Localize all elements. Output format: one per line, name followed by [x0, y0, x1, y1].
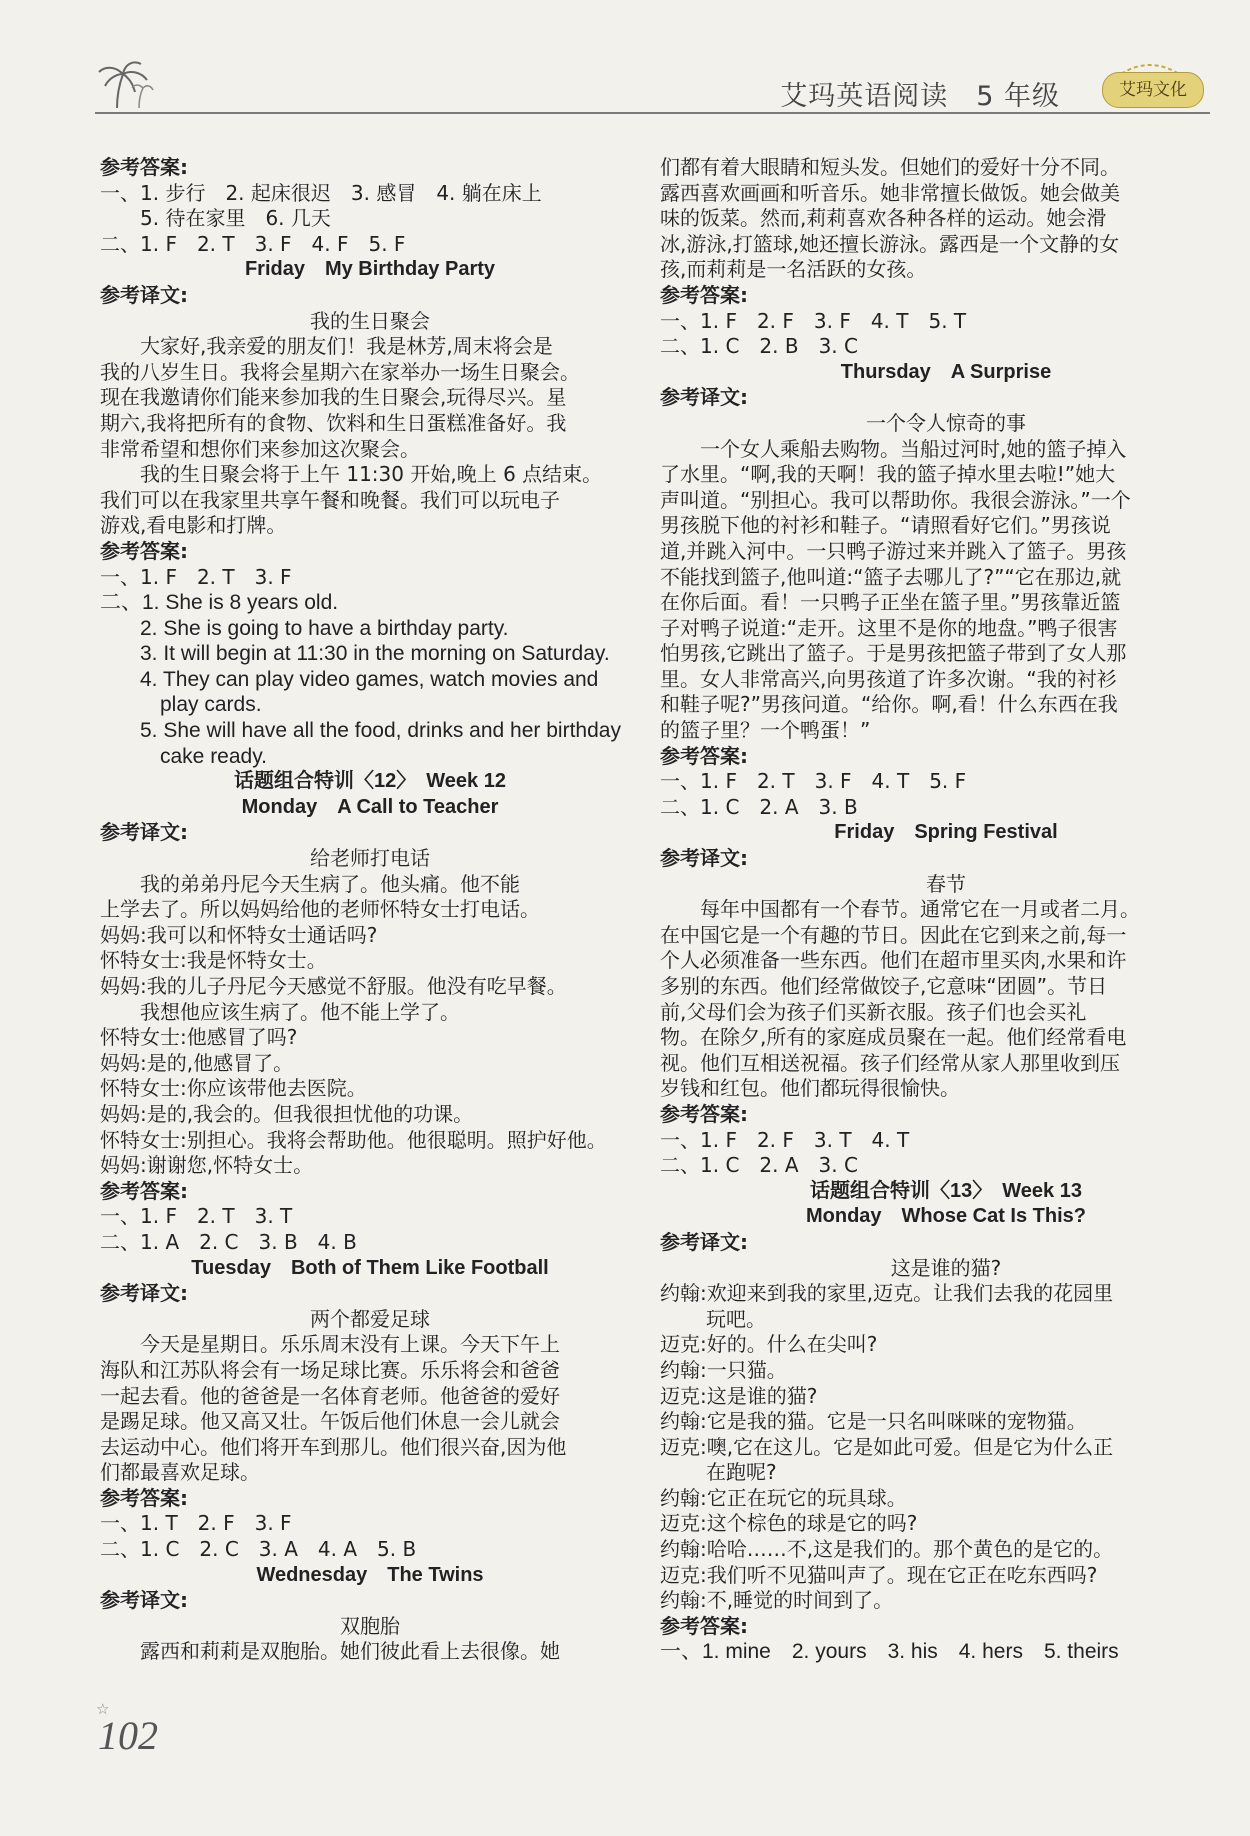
left-line: 参考答案:: [100, 1485, 188, 1510]
left-line: 5. She will have all the food, drinks and her birthday: [140, 719, 621, 743]
right-line: 迈克:这个棕色的球是它的吗?: [660, 1511, 918, 1536]
right-line: 视。他们互相送祝福。孩子们经常从家人那里收到压: [660, 1050, 1120, 1075]
left-line: 我的八岁生日。我将会星期六在家举办一场生日聚会。: [100, 359, 580, 384]
right-line: 约翰:不,睡觉的时间到了。: [660, 1588, 894, 1613]
publisher-logo: [1090, 54, 1210, 114]
left-line: 期六,我将把所有的食物、饮料和生日蛋糕准备好。我: [100, 410, 567, 435]
right-line: 不能找到篮子,他叫道:“篮子去哪儿了?”“它在那边,就: [660, 564, 1122, 589]
right-line: 在你后面。看！一只鸭子正坐在篮子里。”男孩靠近篮: [660, 590, 1121, 615]
left-line: 去运动中心。他们将开车到那儿。他们很兴奋,因为他: [100, 1434, 567, 1459]
right-line: 这是谁的猫?: [890, 1255, 1002, 1280]
left-line: 我的弟弟丹尼今天生病了。他头痛。他不能: [100, 871, 520, 896]
right-line: 冰,游泳,打篮球,她还擅长游泳。露西是一个文静的女: [660, 231, 1120, 256]
right-line: 约翰:它正在玩它的玩具球。: [660, 1485, 907, 1510]
left-line: Tuesday Both of Them Like Football: [191, 1256, 549, 1279]
right-line: 迈克:我们听不见猫叫声了。现在它正在吃东西吗?: [660, 1562, 1098, 1587]
left-line: 二、1. A 2. C 3. B 4. B: [100, 1229, 357, 1254]
left-line: 妈妈:我可以和怀特女士通话吗?: [100, 922, 378, 947]
right-line: 参考译文:: [660, 385, 748, 410]
right-line: 二、1. C 2. A 3. C: [660, 1153, 858, 1178]
right-line: 在中国它是一个有趣的节日。因此在它到来之前,每一: [660, 922, 1127, 947]
left-line: 参考译文:: [100, 820, 188, 845]
right-line: 一、1. F 2. T 3. F 4. T 5. F: [660, 769, 967, 794]
left-line: 4. They can play video games, watch movies and: [140, 667, 599, 691]
right-line: 参考答案:: [660, 1613, 748, 1638]
right-line: 一、1. mine 2. yours 3. his 4. hers 5. theirs: [660, 1640, 1119, 1664]
left-line: Friday My Birthday Party: [244, 258, 496, 281]
left-column: [100, 155, 640, 1665]
left-line: 参考译文:: [100, 1588, 188, 1613]
left-line: play cards.: [160, 693, 262, 717]
left-line: 参考译文:: [100, 1281, 188, 1306]
right-line: 味的饭菜。然而,莉莉喜欢各种各样的运动。她会滑: [660, 206, 1107, 231]
left-line: 现在我邀请你们能来参加我的生日聚会,玩得尽兴。星: [100, 385, 567, 410]
left-line: 我们可以在我家里共享午餐和晚餐。我们可以玩电子: [100, 487, 560, 512]
left-line: 一、1. F 2. T 3. F: [100, 564, 292, 589]
book-title: 艾玛英语阅读 5 年级: [780, 81, 1060, 112]
right-line: 在跑呢?: [706, 1460, 777, 1485]
left-line: 妈妈:我的儿子丹尼今天感觉不舒服。他没有吃早餐。: [100, 974, 567, 998]
left-line: 怀特女士:别担心。我将会帮助他。他很聪明。照护好他。: [100, 1127, 607, 1152]
right-line: 男孩脱下他的衬衫和鞋子。“请照看好它们。”男孩说: [660, 513, 1111, 538]
right-line: 二、1. C 2. A 3. B: [660, 794, 858, 819]
right-line: 迈克:这是谁的猫?: [660, 1383, 818, 1408]
right-line: 一个令人惊奇的事: [866, 410, 1026, 435]
left-line: 大家好,我亲爱的朋友们！我是林芳,周末将会是: [100, 334, 553, 359]
left-line: 给老师打电话: [310, 846, 430, 871]
right-line: 岁钱和红包。他们都玩得很愉快。: [660, 1076, 960, 1101]
left-line: 上学去了。所以妈妈给他的老师怀特女士打电话。: [100, 897, 540, 922]
right-line: 道,并跳入河中。一只鸭子游过来并跳入了篮子。男孩: [660, 538, 1127, 563]
palm-tree-icon: [95, 60, 155, 110]
left-line: cake ready.: [160, 744, 267, 768]
right-line: 前,父母们会为孩子们买新衣服。孩子们也会买礼: [660, 999, 1087, 1024]
left-line: 妈妈:是的,我会的。但我很担忧他的功课。: [100, 1101, 474, 1126]
left-line: 妈妈:谢谢您,怀特女士。: [100, 1153, 314, 1178]
left-line: 两个都爱足球: [310, 1306, 430, 1331]
right-line: 了水里。“啊,我的天啊！我的篮子掉水里去啦!”她大: [660, 462, 1116, 487]
right-line: 一个女人乘船去购物。当船过河时,她的篮子掉入: [660, 436, 1127, 461]
left-line: 露西和莉莉是双胞胎。她们彼此看上去很像。她: [100, 1639, 560, 1664]
left-line: 游戏,看电影和打牌。: [100, 513, 287, 538]
left-line: 参考译文:: [100, 282, 188, 307]
left-line: 2. She is going to have a birthday party.: [140, 616, 509, 640]
left-line: 们都最喜欢足球。: [100, 1460, 260, 1485]
right-line: 一、1. F 2. F 3. F 4. T 5. T: [660, 308, 967, 333]
left-line: 海队和江苏队将会有一场足球比赛。乐乐将会和爸爸: [100, 1357, 560, 1382]
header-divider: [95, 112, 1210, 114]
right-line: 声叫道。“别担心。我可以帮助你。我很会游泳。”一个: [660, 487, 1131, 512]
left-line: 非常希望和想你们来参加这次聚会。: [100, 436, 420, 461]
left-line: 一、1. F 2. T 3. T: [100, 1204, 293, 1229]
right-line: 玩吧。: [706, 1306, 766, 1331]
right-line: 约翰:哈哈……不,这是我们的。那个黄色的是它的。: [660, 1537, 1114, 1562]
right-line: 二、1. C 2. B 3. C: [660, 334, 858, 359]
left-line: Monday A Call to Teacher: [241, 795, 499, 818]
right-line: 子对鸭子说道:“走开。这里不是你的地盘。”鸭子很害: [660, 615, 1118, 640]
right-line: 参考答案:: [660, 282, 748, 307]
left-line: 5. 待在家里 6. 几天: [140, 206, 331, 231]
left-line: 我的生日聚会: [310, 308, 430, 333]
logo-text: 艾玛文化: [1102, 72, 1204, 108]
left-line: 3. It will begin at 11:30 in the morning on Saturday.: [140, 642, 610, 666]
right-line: 春节: [926, 871, 966, 896]
right-line: 约翰:一只猫。: [660, 1357, 787, 1382]
page-header: [95, 60, 1210, 120]
right-line: Thursday A Surprise: [840, 360, 1052, 383]
right-line: Friday Spring Festival: [834, 821, 1058, 844]
right-line: 物。在除夕,所有的家庭成员聚在一起。他们经常看电: [660, 1025, 1127, 1050]
left-line: Wednesday The Twins: [256, 1563, 484, 1586]
right-line: 参考答案:: [660, 1101, 748, 1126]
right-line: Monday Whose Cat Is This?: [805, 1205, 1087, 1228]
right-line: 怕男孩,它跳出了篮子。于是男孩把篮子带到了女人那: [660, 641, 1127, 666]
left-line: 我想他应该生病了。他不能上学了。: [100, 999, 460, 1024]
right-line: 和鞋子呢?”男孩问道。“给你。啊,看！什么东西在我: [660, 692, 1118, 717]
left-line: 一、1. 步行 2. 起床很迟 3. 感冒 4. 躺在床上: [100, 180, 542, 205]
right-line: 话题组合特训〈13〉 Week 13: [810, 1179, 1082, 1202]
left-line: 二、1. C 2. C 3. A 4. A 5. B: [100, 1537, 417, 1562]
left-line: 双胞胎: [340, 1613, 400, 1638]
left-line: 二、1. F 2. T 3. F 4. F 5. F: [100, 231, 406, 256]
left-line: 今天是星期日。乐乐周末没有上课。今天下午上: [100, 1332, 560, 1357]
right-line: 参考译文:: [660, 846, 748, 871]
left-line: 参考答案:: [100, 155, 188, 179]
right-line: 个人必须准备一些东西。他们在超市里买肉,水果和许: [660, 948, 1127, 973]
right-line: 一、1. F 2. F 3. T 4. T: [660, 1127, 910, 1152]
right-line: 的篮子里？一个鸭蛋！”: [660, 718, 871, 743]
right-line: 们都有着大眼睛和短头发。但她们的爱好十分不同。: [660, 155, 1120, 179]
left-line: 一起去看。他的爸爸是一名体育老师。他爸爸的爱好: [100, 1383, 560, 1408]
right-line: 迈克:好的。什么在尖叫?: [660, 1332, 878, 1357]
right-line: 多别的东西。他们经常做饺子,它意味“团圆”。节日: [660, 974, 1108, 998]
left-line: 怀特女士:你应该带他去医院。: [100, 1076, 367, 1101]
star-icon: ☆: [96, 1700, 110, 1718]
left-line: 妈妈:是的,他感冒了。: [100, 1050, 294, 1075]
right-line: 孩,而莉莉是一名活跃的女孩。: [660, 257, 927, 282]
right-line: 露西喜欢画画和听音乐。她非常擅长做饭。她会做美: [660, 180, 1120, 205]
page-number: 102: [98, 1713, 158, 1758]
left-line: 参考答案:: [100, 1178, 188, 1203]
left-line: 怀特女士:他感冒了吗?: [100, 1025, 298, 1050]
left-line: 参考答案:: [100, 538, 188, 563]
left-line: 一、1. T 2. F 3. F: [100, 1511, 292, 1536]
right-line: 迈克:噢,它在这儿。它是如此可爱。但是它为什么正: [660, 1434, 1114, 1459]
right-column: [660, 155, 1232, 1665]
right-line: 里。女人非常高兴,向男孩道了许多次谢。“我的衬衫: [660, 666, 1117, 691]
right-line: 约翰:欢迎来到我的家里,迈克。让我们去我的花园里: [660, 1281, 1114, 1306]
left-line: 话题组合特训〈12〉 Week 12: [234, 770, 506, 793]
left-line: 二、1. She is 8 years old.: [100, 591, 339, 615]
right-line: 约翰:它是我的猫。它是一只名叫咪咪的宠物猫。: [660, 1409, 1087, 1434]
right-line: 参考答案:: [660, 743, 748, 768]
left-line: 我的生日聚会将于上午 11:30 开始,晚上 6 点结束。: [100, 462, 603, 487]
left-line: 是踢足球。他又高又壮。午饭后他们休息一会儿就会: [100, 1409, 560, 1434]
right-line: 每年中国都有一个春节。通常它在一月或者二月。: [660, 897, 1140, 922]
right-line: 参考译文:: [660, 1229, 748, 1254]
left-line: 怀特女士:我是怀特女士。: [100, 948, 327, 973]
